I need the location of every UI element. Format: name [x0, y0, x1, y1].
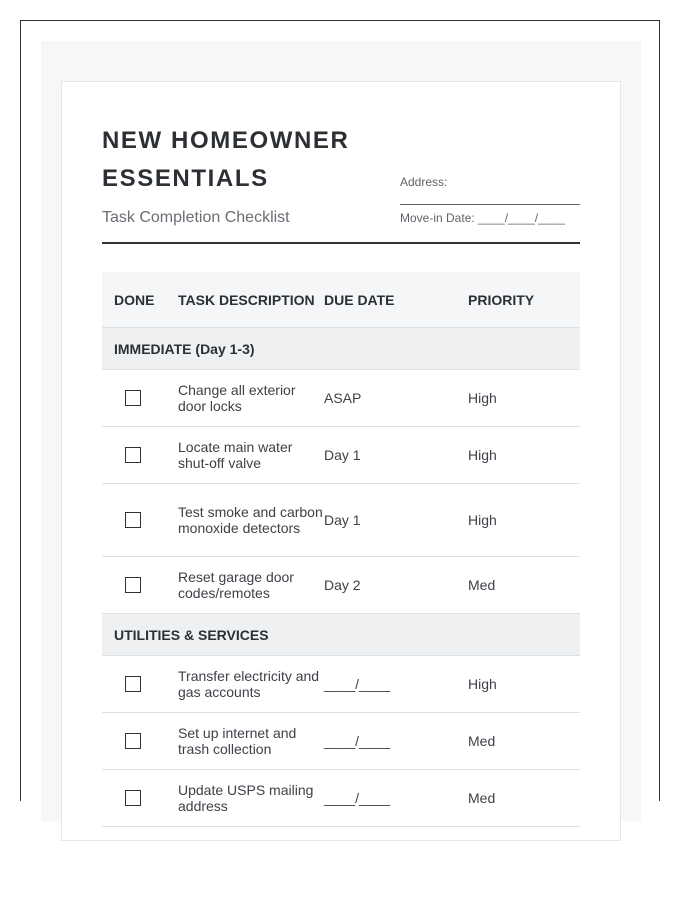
- task-cell: Transfer electricity and gas accounts: [178, 668, 320, 700]
- task-checkbox[interactable]: [125, 512, 141, 528]
- priority-cell: Med: [468, 577, 496, 593]
- checklist-table: [102, 272, 580, 827]
- task-cell: Update USPS mailing address: [178, 782, 314, 814]
- done-cell: [102, 577, 178, 593]
- done-cell: [102, 512, 178, 528]
- page-backdrop: [41, 41, 641, 821]
- due-date-cell: Day 2: [324, 577, 361, 593]
- priority-cell: Med: [468, 790, 496, 806]
- table-row: [102, 656, 580, 713]
- task-checkbox[interactable]: [125, 790, 141, 806]
- task-cell: Reset garage door codes/remotes: [178, 569, 294, 601]
- section-heading: UTILITIES & SERVICES: [102, 614, 580, 656]
- task-checkbox[interactable]: [125, 577, 141, 593]
- done-cell: [102, 447, 178, 463]
- done-cell: [102, 790, 178, 806]
- header-fields: [400, 175, 580, 225]
- table-row: [102, 713, 580, 770]
- task-checkbox[interactable]: [125, 676, 141, 692]
- task-checkbox[interactable]: [125, 390, 141, 406]
- due-date-cell: ____/____: [324, 676, 391, 692]
- column-header-due-date: DUE DATE: [324, 291, 395, 308]
- task-cell: Set up internet and trash collection: [178, 725, 297, 757]
- page-frame: [20, 20, 660, 814]
- priority-cell: High: [468, 512, 497, 528]
- column-header-done: DONE: [114, 291, 155, 308]
- document-header: [102, 122, 580, 244]
- table-row: [102, 370, 580, 427]
- task-cell: Test smoke and carbon monoxide detectors: [178, 504, 323, 536]
- due-date-cell: Day 1: [324, 512, 361, 528]
- priority-cell: High: [468, 447, 497, 463]
- document-sheet: [61, 81, 621, 841]
- done-cell: [102, 676, 178, 692]
- done-cell: [102, 390, 178, 406]
- column-header-priority: PRIORITY: [468, 291, 535, 308]
- column-header-task: TASK DESCRIPTION: [178, 291, 315, 308]
- document-subtitle: Task Completion Checklist: [102, 209, 290, 226]
- task-cell: Locate main water shut-off valve: [178, 439, 293, 471]
- section-heading: IMMEDIATE (Day 1-3): [102, 328, 580, 370]
- due-date-cell: ____/____: [324, 733, 391, 749]
- table-row: [102, 557, 580, 614]
- done-cell: [102, 733, 178, 749]
- due-date-cell: ____/____: [324, 790, 391, 806]
- address-field[interactable]: Address:: [400, 175, 580, 205]
- task-checkbox[interactable]: [125, 733, 141, 749]
- due-date-cell: Day 1: [324, 447, 361, 463]
- due-date-cell: ASAP: [324, 390, 362, 406]
- task-checkbox[interactable]: [125, 447, 141, 463]
- table-row: [102, 427, 580, 484]
- document-content: [102, 122, 580, 814]
- priority-cell: High: [468, 390, 497, 406]
- move-in-date-field[interactable]: Move-in Date: ____/____/____: [400, 211, 565, 225]
- priority-cell: Med: [468, 733, 496, 749]
- table-header: [102, 272, 580, 328]
- table-row: [102, 770, 580, 827]
- task-cell: Change all exterior door locks: [178, 382, 296, 414]
- document-title: NEW HOMEOWNER ESSENTIALS: [102, 127, 350, 192]
- table-row: [102, 484, 580, 557]
- priority-cell: High: [468, 676, 497, 692]
